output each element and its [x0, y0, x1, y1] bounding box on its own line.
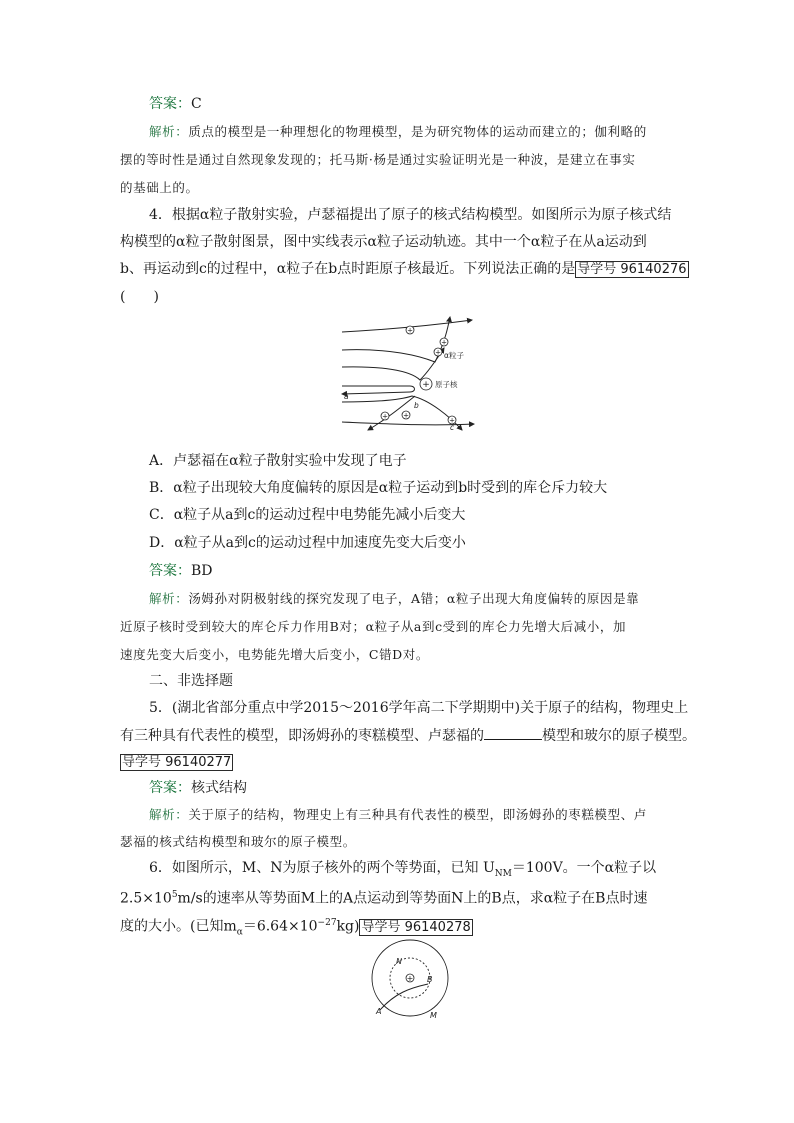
q5-guide-line: [120, 752, 676, 773]
explain-text: 汤姆孙对阴极射线的探究发现了电子，A错；α粒子出现大角度偏转的原因是靠: [188, 591, 640, 606]
label-B: B: [427, 975, 433, 984]
q4-explain-line-2: 近原子核时受到较大的库仑斥力作用B对；α粒子从a到c受到的库仑力先增大后减小，加: [120, 619, 627, 634]
explain-text: 质点的模型是一种理想化的物理模型，是为研究物体的运动而建立的；伽利略的: [188, 124, 647, 139]
q4-answer: [149, 561, 705, 581]
guide-number[interactable]: 导学号 96140278: [361, 919, 471, 935]
q5-stem-line-2: [120, 725, 696, 746]
trajectory-mid: [342, 348, 444, 380]
answer-blank[interactable]: [484, 725, 542, 740]
guide-number[interactable]: 导学号 96140277: [122, 755, 232, 770]
subscript: NM: [494, 868, 512, 879]
explain-label: 解析：: [149, 807, 189, 822]
guide-number[interactable]: 导学号 96140276: [577, 262, 687, 277]
stem-text: ＝6.64×10: [242, 918, 318, 935]
q5-answer: [149, 778, 705, 798]
svg-text:+: +: [403, 411, 409, 420]
label-N: N: [396, 957, 402, 966]
q4-option-b: B．α粒子出现较大角度偏转的原因是α粒子运动到b时受到的库仑斥力较大: [149, 480, 608, 496]
superscript: −27: [317, 918, 337, 928]
svg-text:+: +: [382, 412, 388, 421]
stem-text: 有三种具有代表性的模型，即汤姆孙的枣糕模型、卢瑟福的: [120, 728, 484, 744]
q6-stem-line-2: [120, 885, 676, 909]
stem-text: m/s的速率从等势面M上的A点运动到等势面N上的B点，求α粒子在B点时速: [177, 890, 648, 907]
answer-label: 答案：: [149, 563, 191, 579]
q3-explain-line-3: 的基础上的。: [120, 180, 199, 195]
q4-stem-line-3: [120, 259, 687, 280]
stem-text: 度的大小。(已知m: [120, 918, 237, 935]
answer-label: 答案：: [149, 780, 191, 796]
q3-explain-line-2: 摆的等时性是通过自然现象发现的；托马斯·杨是通过实验证明光是一种波，是建立在事实: [120, 152, 636, 167]
q5-explain-line-1: [149, 805, 705, 825]
q4-paren: ( ): [120, 289, 159, 305]
q6-stem-line-1: [149, 858, 705, 884]
q4-explain-line-1: [149, 589, 705, 609]
stem-text: 2.5×10: [120, 890, 172, 907]
q4-option-d: D．α粒子从a到c的运动过程中加速度先变大后变小: [149, 535, 466, 551]
q4-explain-line-3: 速度先变大后变小，电势能先增大后变小，C错D对。: [120, 647, 429, 662]
answer-value: C: [191, 96, 202, 112]
q4-stem-line-2: 构模型的α粒子散射图景，图中实线表示α粒子运动轨迹。其中一个α粒子在从a运动到: [120, 234, 647, 250]
answer-value: 核式结构: [191, 780, 247, 796]
stem-text: ＝100V。一个α粒子以: [511, 860, 657, 876]
svg-text:+: +: [422, 380, 430, 390]
section-title: 二、非选择题: [149, 673, 233, 689]
label-nucleus: 原子核: [435, 380, 458, 389]
explain-label: 解析：: [149, 591, 189, 606]
svg-text:+: +: [441, 338, 447, 347]
explain-text: 关于原子的结构，物理史上有三种具有代表性的模型，即汤姆孙的枣糕模型、卢: [188, 807, 647, 822]
svg-text:+: +: [406, 974, 414, 983]
alpha-scattering-figure: [340, 312, 480, 437]
subscript: α: [236, 927, 243, 938]
label-c: c: [450, 423, 455, 432]
answer-label: 答案：: [149, 96, 191, 112]
label-a: a: [344, 392, 349, 401]
q5-explain-line-2: 瑟福的核式结构模型和玻尔的原子模型。: [120, 834, 356, 849]
stem-text: 模型和玻尔的原子模型。: [542, 728, 696, 744]
trajectory-reflect: [342, 386, 415, 394]
explain-label: 解析：: [149, 124, 189, 139]
stem-text: b、再运动到c的过程中，α粒子在b点时距原子核最近。下列说法正确的是: [120, 261, 576, 277]
q4-option-a: A．卢瑟福在α粒子散射实验中发现了电子: [149, 453, 407, 469]
answer-value: BD: [191, 563, 213, 579]
label-M: M: [430, 1011, 437, 1020]
svg-text:+: +: [435, 348, 441, 357]
svg-text:+: +: [449, 416, 455, 425]
svg-text:+: +: [407, 326, 413, 335]
q5-stem-line-1: 5．(湖北省部分重点中学2015～2016学年高二下学期期中)关于原子的结构，物理史上: [149, 700, 689, 716]
label-alpha: α粒子: [444, 351, 464, 360]
trajectory-upper: [342, 317, 450, 362]
q3-answer: [149, 94, 705, 114]
q4-stem-line-1: 4．根据α粒子散射实验，卢瑟福提出了原子的核式结构模型。如图所示为原子核式结: [149, 207, 672, 223]
label-b: b: [414, 401, 419, 410]
q3-explain-line-1: [149, 122, 705, 142]
label-A: A: [376, 1007, 382, 1016]
superscript: 5: [171, 890, 178, 900]
q4-option-c: C．α粒子从a到c的运动过程中电势能先减小后变大: [149, 507, 466, 523]
stem-text: 6．如图所示，M、N为原子核外的两个等势面，已知 U: [149, 860, 495, 876]
stem-text: kg): [336, 918, 360, 935]
equipotential-figure: [360, 938, 460, 1026]
